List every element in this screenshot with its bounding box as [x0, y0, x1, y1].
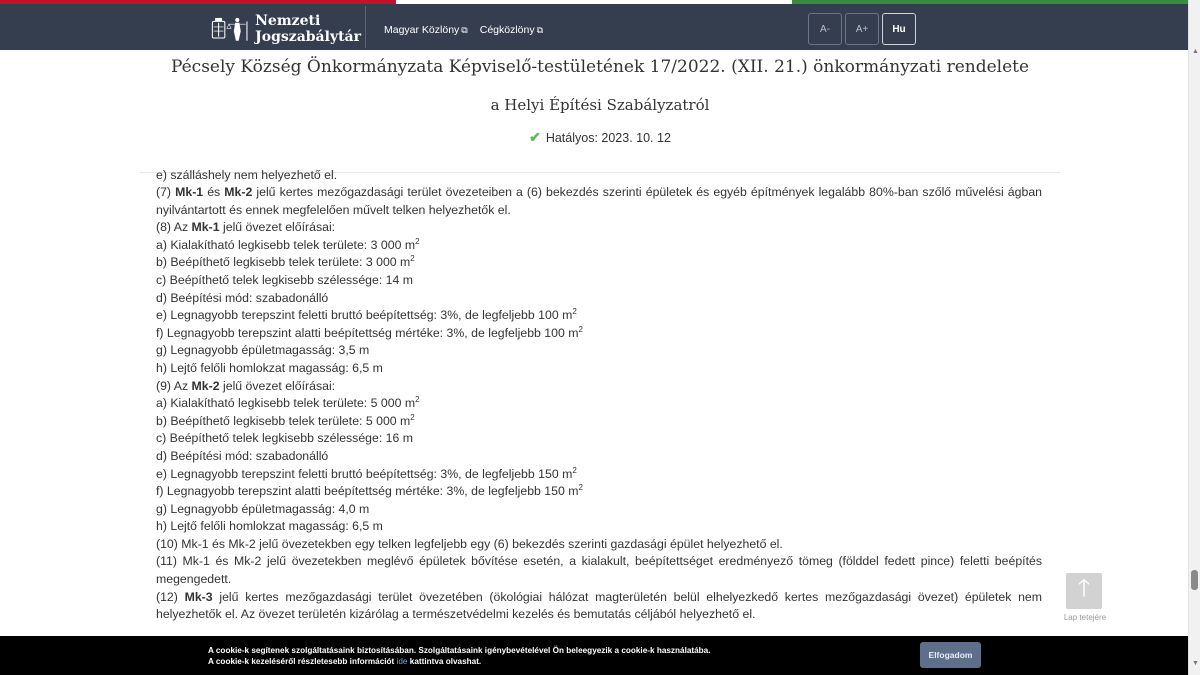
mk1-a: a) Kialakítható legkisebb telek területe: 3 000 $m^2$	[156, 236, 420, 252]
logo-text	[255, 13, 361, 45]
language-button[interactable]: Hu	[882, 13, 916, 45]
document-subtitle: a Helyi Építési Szabályzatról	[490, 96, 710, 114]
magyar-kozlony-link[interactable]	[384, 24, 468, 36]
mk1-d: d) Beépítési mód: szabadonálló	[156, 290, 329, 305]
font-decrease-button[interactable]: A-	[808, 13, 842, 45]
back-to-top-label: Lap tetejére	[1063, 613, 1107, 622]
mk2-g: g) Legnagyobb épületmagasság: 4,0 m	[156, 501, 370, 516]
effective-date-text: Hatályos: 2023. 10. 12	[545, 130, 671, 145]
document-body	[147, 170, 1042, 624]
mk1-f: f) Legnagyobb terepszint alatti beépítettség mértéke: 3%, de legfeljebb 100 $m^2$	[156, 324, 583, 340]
font-increase-button[interactable]: A+	[845, 13, 879, 45]
paragraph-7: (7) Mk-1 és Mk-2 jelű kertes mezőgazdasági terület övezeteiben a (6) bekezdés szerinti épületek és egyéb építmények legalább 80%-ban szőlő művelési ágban nyilvántartott és ennek megfelelően művelt telken helyezhetők el.	[156, 185, 1043, 217]
document-title: Pécsely Község Önkormányzata Képviselő-testületének 17/2022. (XII. 21.) önkormányzati rendelete	[170, 57, 1030, 77]
mk2-h: h) Lejtő felőli homlokzat magasság: 6,5 m	[156, 519, 383, 534]
cut-off-line: e) szálláshely nem helyezhető el.	[156, 170, 338, 182]
logo-line-2: Jogszabálytár	[255, 29, 361, 45]
scroll-up-icon[interactable]: ▲	[1192, 48, 1199, 55]
paragraph-9: (9) Az Mk-2 jelű övezet előírásai:	[156, 378, 336, 393]
mk2-b: b) Beépíthető legkisebb telek területe: 5 000 $m^2$	[156, 412, 415, 428]
external-link-icon: ⧉	[461, 24, 468, 35]
scroll-down-icon[interactable]: ▼	[1192, 660, 1199, 667]
logo-line-1: Nemzeti	[255, 13, 321, 29]
mk2-c: c) Beépíthető telek legkisebb szélessége: 16 m	[156, 431, 414, 446]
effective-date	[140, 129, 1060, 146]
site-logo[interactable]	[211, 9, 361, 49]
header-links	[384, 24, 543, 36]
accept-cookies-button[interactable]: Elfogadom	[920, 642, 981, 668]
header-buttons	[808, 13, 916, 45]
paragraph-11: (11) Mk-1 és Mk-2 jelű övezetekben meglévő épületek bővítése esetén, a kialakult, beépítettséget eredményező tömeg (földdel fedett pince) feletti beépítés megengedett.	[156, 554, 1042, 587]
document-header	[140, 50, 1060, 173]
scrollbar[interactable]	[1188, 0, 1200, 675]
cegkozlony-label: Cégközlöny	[479, 24, 535, 36]
mk1-b: b) Beépíthető legkisebb telek területe: 3 000 $m^2$	[156, 254, 415, 270]
mk2-e: e) Legnagyobb terepszint feletti bruttó beépítettség: 3%, de legfeljebb 150 $m^2$	[156, 465, 577, 481]
mk1-e: e) Legnagyobb terepszint feletti bruttó beépítettség: 3%, de legfeljebb 100 $m^2$	[156, 307, 577, 323]
cookie-text	[208, 645, 711, 667]
external-link-icon: ⧉	[536, 24, 544, 35]
mk1-g: g) Legnagyobb épületmagasság: 3,5 m	[156, 343, 370, 358]
cegkozlony-link[interactable]	[480, 24, 543, 36]
magyar-kozlony-label: Magyar Közlöny	[384, 24, 460, 36]
cookie-line-1: A cookie-k segítenek szolgáltatásaink biztosításában. Szolgáltatásaink igénybevételével Ön beleegyezik a cookie-k használatába.	[208, 646, 711, 655]
mk2-d: d) Beépítési mód: szabadonálló	[156, 448, 329, 463]
back-to-top-button[interactable]	[1066, 573, 1102, 609]
coat-of-arms-icon	[211, 10, 251, 48]
check-icon: ✔	[529, 129, 541, 145]
site-header	[0, 4, 1188, 50]
mk2-f: f) Legnagyobb terepszint alatti beépítettség mértéke: 3%, de legfeljebb 150 $m^2$	[156, 483, 583, 499]
cookie-line-2: A cookie-k kezeléséről részletesebb információt ide kattintva olvashat.	[208, 657, 482, 666]
scrollbar-thumb[interactable]	[1191, 570, 1198, 590]
paragraph-12: (12) Mk-3 jelű kertes mezőgazdasági terület övezetében (ökológiai hálózat magterületén belül elhelyezkedő kertes mezőgazdasági övezet) épületek nem helyezhetők el. Az övezet területén kizárólag a természetvédelmi kezelés és bemutatás céljából helyezhető el.	[156, 589, 1043, 622]
mk1-c: c) Beépíthető telek legkisebb szélessége: 14 m	[156, 272, 414, 287]
paragraph-8: (8) Az Mk-1 jelű övezet előírásai:	[156, 220, 336, 235]
cookie-info-link[interactable]: ide	[396, 657, 408, 666]
mk1-h: h) Lejtő felőli homlokzat magasság: 6,5 m	[156, 360, 383, 375]
mk2-a: a) Kialakítható legkisebb telek területe: 5 000 $m^2$	[156, 395, 420, 411]
cookie-banner	[0, 636, 1188, 675]
paragraph-10: (10) Mk-1 és Mk-2 jelű övezetekben egy telken legfeljebb egy (6) bekezdés szerinti gazdasági épület helyezhető el.	[156, 536, 783, 551]
header-divider	[365, 6, 366, 48]
arrow-up-icon: 🡑	[1077, 574, 1091, 602]
